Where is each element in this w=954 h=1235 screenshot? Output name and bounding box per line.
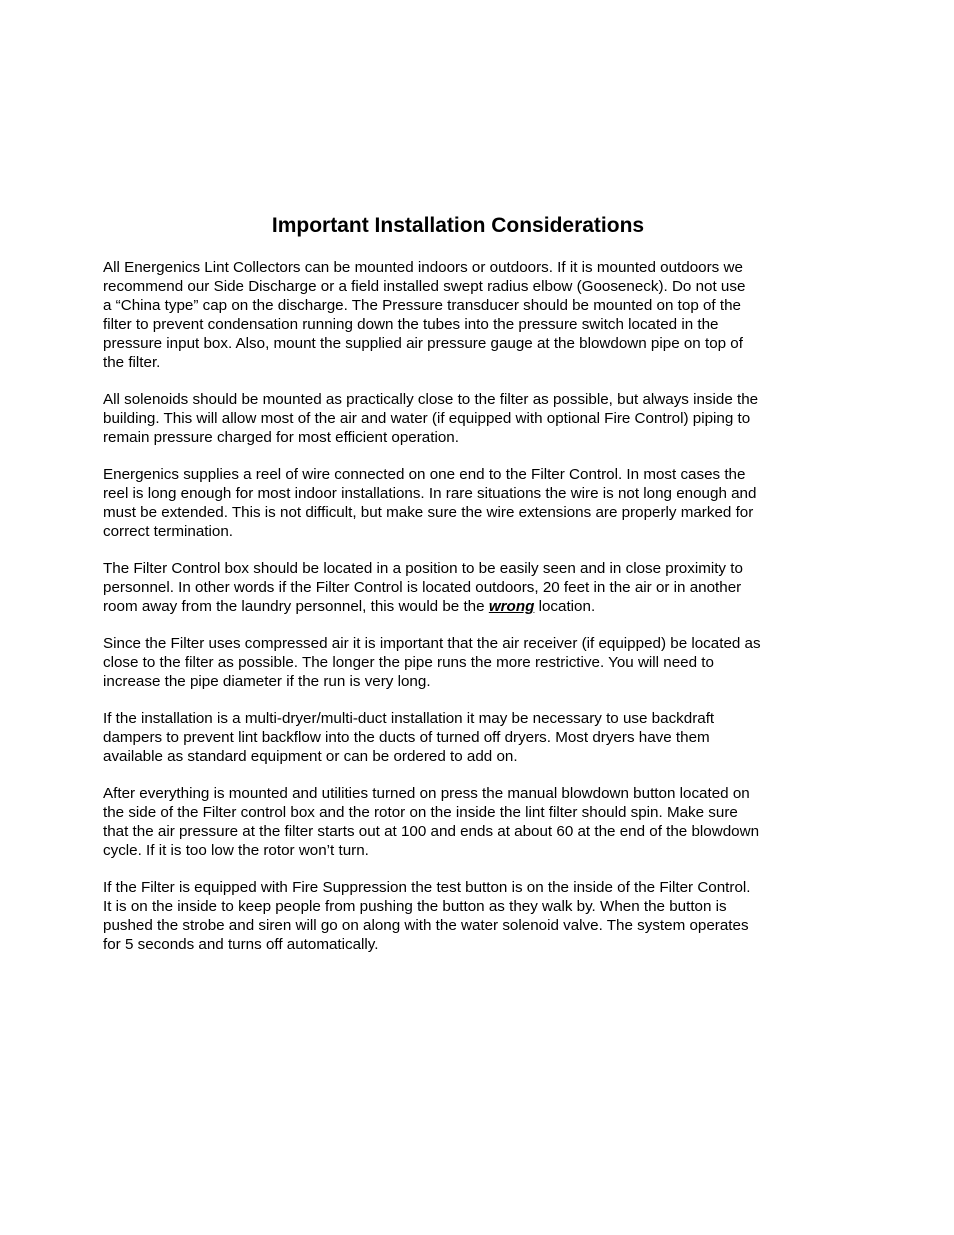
- document-body: [103, 258, 823, 972]
- text-line: All Energenics Lint Collectors can be mounted indoors or outdoors. If it is mounted outdoors we: [103, 259, 743, 276]
- text-line: pushed the strobe and siren will go on along with the water solenoid valve. The system operates: [103, 917, 749, 934]
- paragraph-filter-control-location: [103, 559, 823, 616]
- paragraph-compressed-air: [103, 634, 823, 691]
- text-line: If the installation is a multi-dryer/multi-duct installation it may be necessary to use backdraft: [103, 710, 715, 727]
- text-line: the filter.: [103, 354, 161, 371]
- text-line: recommend our Side Discharge or a field installed swept radius elbow (Gooseneck). Do not use: [103, 278, 746, 295]
- text-segment: room away from the laundry personnel, this would be the: [103, 598, 489, 615]
- text-line: After everything is mounted and utilities turned on press the manual blowdown button located on: [103, 785, 750, 802]
- text-segment: location.: [534, 598, 596, 615]
- text-line: building. This will allow most of the air and water (if equipped with optional Fire Control) piping to: [103, 410, 751, 427]
- text-line: the side of the Filter control box and the rotor on the inside the lint filter should spin. Make sure: [103, 804, 738, 821]
- page-title: Important Installation Considerations: [271, 214, 645, 237]
- text-line: The Filter Control box should be located in a position to be easily seen and in close proximity to: [103, 560, 743, 577]
- text-line: personnel. In other words if the Filter Control is located outdoors, 20 feet in the air or in another: [103, 579, 742, 596]
- text-line: remain pressure charged for most efficient operation.: [103, 429, 459, 446]
- paragraph-blowdown-test: [103, 784, 823, 860]
- text-line: dampers to prevent lint backflow into the ducts of turned off dryers. Most dryers have them: [103, 729, 710, 746]
- text-line: increase the pipe diameter if the run is very long.: [103, 673, 431, 690]
- text-line: for 5 seconds and turns off automatically.: [103, 936, 379, 953]
- text-line: that the air pressure at the filter starts out at 100 and ends at about 60 at the end of the blowdown: [103, 823, 760, 840]
- text-line: Since the Filter uses compressed air it is important that the air receiver (if equipped) be located as: [103, 635, 761, 652]
- paragraph-backdraft-dampers: [103, 709, 823, 766]
- text-line: correct termination.: [103, 523, 233, 540]
- text-line: reel is long enough for most indoor installations. In rare situations the wire is not long enough and: [103, 485, 757, 502]
- emphasis-wrong: wrong: [488, 598, 535, 615]
- text-line: must be extended. This is not difficult, but make sure the wire extensions are properly marked for: [103, 504, 754, 521]
- text-line: All solenoids should be mounted as practically close to the filter as possible, but always inside the: [103, 391, 759, 408]
- text-line: a “China type” cap on the discharge. The Pressure transducer should be mounted on top of the: [103, 297, 741, 314]
- text-line: close to the filter as possible. The longer the pipe runs the more restrictive. You will need to: [103, 654, 714, 671]
- text-line: filter to prevent condensation running down the tubes into the pressure switch located in the: [103, 316, 719, 333]
- text-line: pressure input box. Also, mount the supplied air pressure gauge at the blowdown pipe on top of: [103, 335, 743, 352]
- paragraph-wire-reel: [103, 465, 823, 541]
- text-line: cycle. If it is too low the rotor won’t turn.: [103, 842, 369, 859]
- text-line: Energenics supplies a reel of wire connected on one end to the Filter Control. In most cases the: [103, 466, 746, 483]
- text-line: [103, 597, 823, 616]
- paragraph-mounting: [103, 258, 823, 372]
- text-line: available as standard equipment or can be ordered to add on.: [103, 748, 518, 765]
- paragraph-fire-suppression: [103, 878, 823, 954]
- text-line: It is on the inside to keep people from pushing the button as they walk by. When the button is: [103, 898, 727, 915]
- text-line: If the Filter is equipped with Fire Suppression the test button is on the inside of the Filter Control.: [103, 879, 751, 896]
- paragraph-solenoids: [103, 390, 823, 447]
